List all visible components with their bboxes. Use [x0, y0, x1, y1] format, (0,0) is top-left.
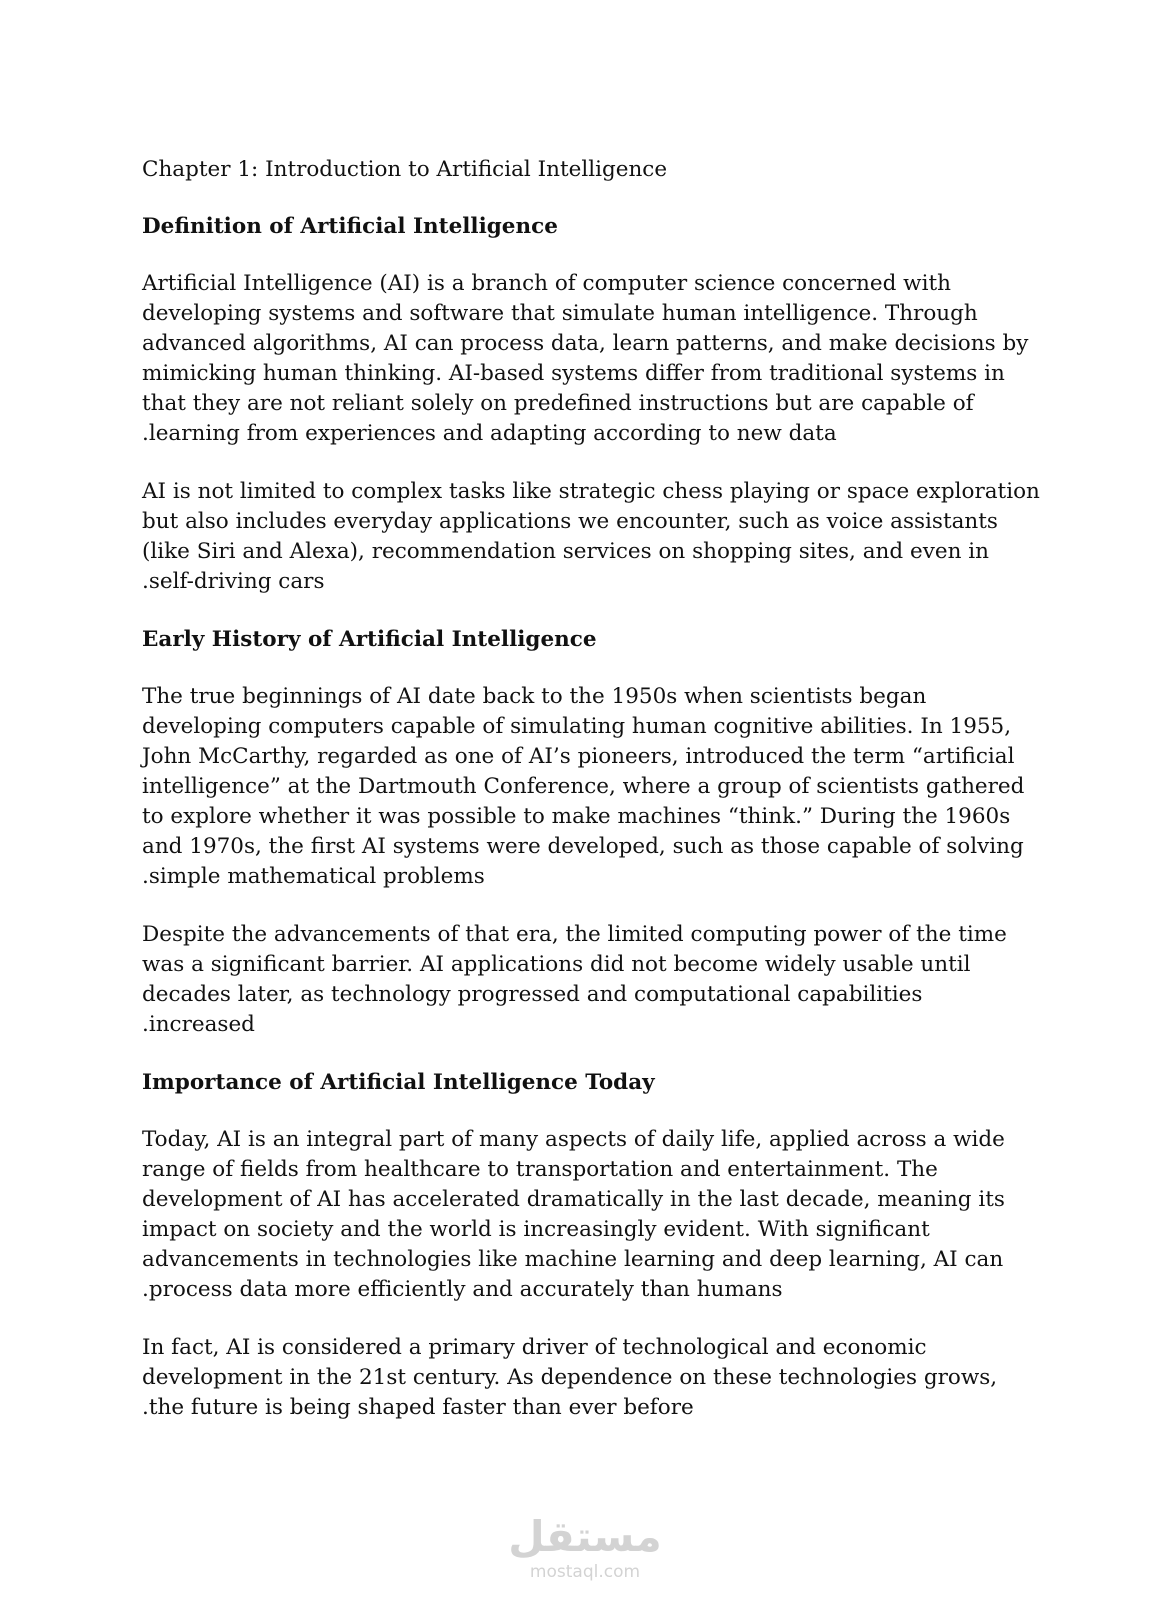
watermark-url: mostaql.com [529, 1562, 641, 1582]
paragraph-line: developing systems and software that simulate human intelligence. Through [142, 301, 978, 326]
section-heading [142, 1068, 1042, 1098]
paragraph [142, 269, 1042, 449]
paragraph-line: Despite the advancements of that era, the limited computing power of the time [142, 922, 1007, 947]
paragraph-line: (like Siri and Alexa), recommendation services on shopping sites, and even in [142, 539, 989, 564]
paragraph-line: .self-driving cars [142, 569, 325, 594]
section-heading-text: Importance of Artificial Intelligence Today [142, 1070, 655, 1095]
paragraph-line: developing computers capable of simulating human cognitive abilities. In 1955, [142, 714, 1012, 739]
document-content [142, 155, 1042, 1451]
paragraph-line: mimicking human thinking. AI-based systems differ from traditional systems in [142, 361, 1005, 386]
paragraph-line: range of fields from healthcare to transportation and entertainment. The [142, 1157, 938, 1182]
paragraph-line: John McCarthy, regarded as one of AI’s pioneers, introduced the term “artificial [142, 744, 1015, 769]
section-heading [142, 212, 1042, 242]
paragraph-line: Today, AI is an integral part of many aspects of daily life, applied across a wide [142, 1127, 1005, 1152]
paragraph-line: was a significant barrier. AI applications did not become widely usable until [142, 952, 971, 977]
paragraph-line: development in the 21st century. As dependence on these technologies grows, [142, 1365, 998, 1390]
paragraph-line: advancements in technologies like machine learning and deep learning, AI can [142, 1247, 1004, 1272]
paragraph-line: In fact, AI is considered a primary driver of technological and economic [142, 1335, 927, 1360]
paragraph-line: The true beginnings of AI date back to the 1950s when scientists began [142, 684, 927, 709]
paragraph-line: .the future is being shaped faster than ever before [142, 1395, 694, 1420]
paragraph-line: but also includes everyday applications we encounter, such as voice assistants [142, 509, 998, 534]
section-heading [142, 625, 1042, 655]
paragraph-line: .learning from experiences and adapting according to new data [142, 421, 837, 446]
paragraph-line: and 1970s, the first AI systems were developed, such as those capable of solving [142, 834, 1024, 859]
paragraph-line: to explore whether it was possible to make machines “think.” During the 1960s [142, 804, 1011, 829]
paragraph-line: AI is not limited to complex tasks like strategic chess playing or space exploration [142, 479, 1040, 504]
paragraph-line: .increased [142, 1012, 255, 1037]
paragraph-line: .simple mathematical problems [142, 864, 485, 889]
section-heading-text: Early History of Artificial Intelligence [142, 627, 597, 652]
paragraph-line: that they are not reliant solely on predefined instructions but are capable of [142, 391, 974, 416]
paragraph [142, 1125, 1042, 1305]
paragraph-line: decades later, as technology progressed and computational capabilities [142, 982, 923, 1007]
paragraph-line: advanced algorithms, AI can process data, learn patterns, and make decisions by [142, 331, 1029, 356]
mostaql-logo: مستقل [508, 1512, 662, 1561]
mostaql-watermark [505, 1512, 665, 1583]
paragraph [142, 1333, 1042, 1423]
paragraph [142, 920, 1042, 1040]
paragraph-line: intelligence” at the Dartmouth Conference, where a group of scientists gathered [142, 774, 1025, 799]
paragraph [142, 682, 1042, 892]
paragraph [142, 477, 1042, 597]
paragraph-line: Artificial Intelligence (AI) is a branch of computer science concerned with [142, 271, 951, 296]
section-heading-text: Definition of Artificial Intelligence [142, 214, 558, 239]
paragraph-line: development of AI has accelerated dramatically in the last decade, meaning its [142, 1187, 1005, 1212]
chapter-title [142, 155, 1042, 185]
chapter-title-text: Chapter 1: Introduction to Artificial Intelligence [142, 157, 668, 182]
paragraph-line: .process data more efficiently and accurately than humans [142, 1277, 783, 1302]
paragraph-line: impact on society and the world is increasingly evident. With significant [142, 1217, 930, 1242]
